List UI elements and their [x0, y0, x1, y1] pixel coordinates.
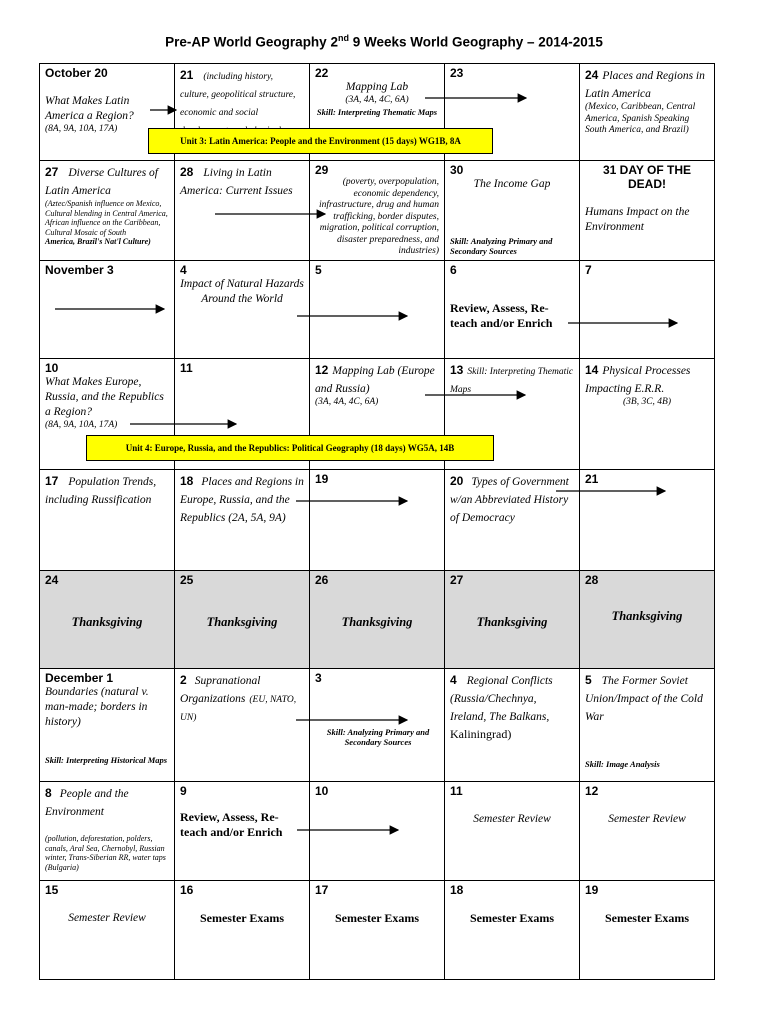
- cell-nov-4: 4 Impact of Natural Hazards Around the World: [174, 260, 309, 358]
- cell-oct-29: 29 (poverty, overpopulation, economic dependency, infrastructure, drug and human trafficking, border disputes, migration, political corruption, disaster preparedness, and industries): [309, 160, 444, 260]
- cell-oct-23: 23: [444, 63, 579, 160]
- cell-nov-27: 27 Thanksgiving: [444, 570, 579, 668]
- cell-nov-13: 13 Skill: Interpreting Thematic Maps: [444, 358, 579, 469]
- cell-dec-19: 19 Semester Exams: [579, 880, 714, 979]
- unit3-banner: Unit 3: Latin America: People and the Environment (15 days) WG1B, 8A: [148, 128, 493, 154]
- cell-dec-8: 8 People and the Environment (pollution, deforestation, polders, canals, Aral Sea, Chernobyl, Russian winter, Trans-Siberian RR, water taps (Bulgaria): [39, 781, 174, 880]
- cell-nov-14: 14 Physical Processes Impacting E.R.R. (3B, 3C, 4B): [579, 358, 714, 469]
- cell-oct-20: October 20 What Makes Latin America a Region? (8A, 9A, 10A, 17A): [39, 63, 174, 160]
- cell-nov-18: 18 Places and Regions in Europe, Russia, and the Republics (2A, 5A, 9A): [174, 469, 309, 570]
- cell-nov-25: 25 Thanksgiving: [174, 570, 309, 668]
- cell-nov-20: 20 Types of Government w/an Abbreviated History of Democracy: [444, 469, 579, 570]
- cell-dec-1: December 1 Boundaries (natural v. man-made; borders in history) Skill: Interpreting Historical Maps: [39, 668, 174, 781]
- cell-nov-6: 6 Review, Assess, Re-teach and/or Enrich: [444, 260, 579, 358]
- cell-dec-11: 11 Semester Review: [444, 781, 579, 880]
- cell-nov-11: 11: [174, 358, 309, 469]
- cell-dec-3: 3 Skill: Analyzing Primary and Secondary Sources: [309, 668, 444, 781]
- cell-dec-9: 9 Review, Assess, Re-teach and/or Enrich: [174, 781, 309, 880]
- page-title: Pre-AP World Geography 2nd 9 Weeks World Geography – 2014-2015: [165, 33, 603, 50]
- cell-nov-5: 5: [309, 260, 444, 358]
- cell-nov-7: 7: [579, 260, 714, 358]
- cell-nov-19: 19: [309, 469, 444, 570]
- cell-dec-16: 16 Semester Exams: [174, 880, 309, 979]
- grid-right-border: [714, 63, 715, 979]
- cell-nov-28: 28 Thanksgiving: [579, 570, 714, 668]
- cell-nov-21: 21: [579, 469, 714, 570]
- cell-nov-12: 12 Mapping Lab (Europe and Russia) (3A, 4A, 4C, 6A): [309, 358, 444, 469]
- cell-dec-15: 15 Semester Review: [39, 880, 174, 979]
- grid-bottom-border: [39, 979, 715, 980]
- cell-oct-24: 24 Places and Regions in Latin America (Mexico, Caribbean, Central America, Spanish Speaking South America, and Brazil): [579, 63, 714, 160]
- cell-dec-18: 18 Semester Exams: [444, 880, 579, 979]
- cell-oct-21: 21 (including history, culture, geopolitical structure, economic and social: [174, 63, 309, 160]
- unit4-banner: Unit 4: Europe, Russia, and the Republics: Political Geography (18 days) WG5A, 14B: [86, 435, 494, 461]
- cell-oct-31: 31 DAY OF THE DEAD! Humans Impact on the Environment: [579, 160, 714, 260]
- cell-oct-30: 30 The Income Gap Skill: Analyzing Primary and Secondary Sources: [444, 160, 579, 260]
- cell-nov-10: 10 What Makes Europe, Russia, and the Republics a Region? (8A, 9A, 10A, 17A): [39, 358, 174, 469]
- cell-oct-22: 22 Mapping Lab (3A, 4A, 4C, 6A) Skill: Interpreting Thematic Maps: [309, 63, 444, 160]
- cell-oct-28: 28 Living in Latin America: Current Issues: [174, 160, 309, 260]
- cell-dec-12: 12 Semester Review: [579, 781, 714, 880]
- cell-nov-3: November 3: [39, 260, 174, 358]
- cell-dec-4: 4 Regional Conflicts (Russia/Chechnya, Ireland, The Balkans, Kaliningrad): [444, 668, 579, 781]
- cell-nov-24: 24 Thanksgiving: [39, 570, 174, 668]
- cell-nov-17: 17 Population Trends, including Russification: [39, 469, 174, 570]
- cell-nov-26: 26 Thanksgiving: [309, 570, 444, 668]
- cell-dec-2: 2 Supranational Organizations (EU, NATO, UN): [174, 668, 309, 781]
- cell-dec-5: 5 The Former Soviet Union/Impact of the Cold War Skill: Image Analysis: [579, 668, 714, 781]
- cell-dec-10: 10: [309, 781, 444, 880]
- cell-dec-17: 17 Semester Exams: [309, 880, 444, 979]
- cell-oct-27: 27 Diverse Cultures of Latin America (Aztec/Spanish influence on Mexico, Cultural blending in Central America, African influence on the Caribbean, Cultural Mosaic of South America, Brazil's Nat'l Culture): [39, 160, 174, 260]
